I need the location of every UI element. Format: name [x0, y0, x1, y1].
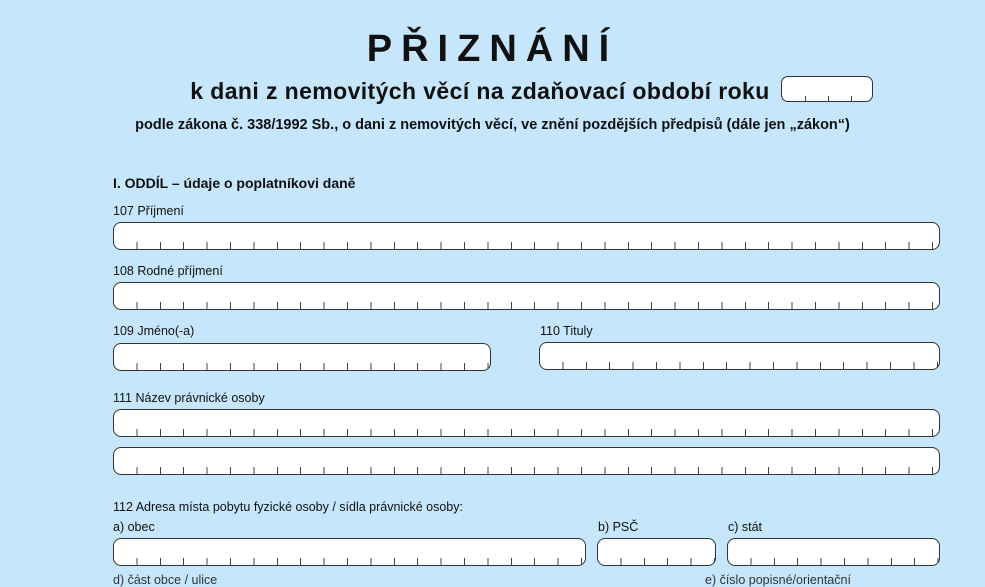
first-name-label: 109 Jméno(-a): [113, 324, 195, 338]
address-label: 112 Adresa místa pobytu fyzické osoby / sídla právnické osoby:: [113, 500, 463, 514]
house-number-label: e) číslo popisné/orientační: [705, 573, 851, 587]
titles-label: 110 Tituly: [540, 324, 593, 338]
postal-code-label: b) PSČ: [598, 520, 639, 534]
postal-code-field[interactable]: [597, 538, 716, 566]
company-name-label: 111 Název právnické osoby: [113, 391, 265, 405]
form-subtitle: k dani z nemovitých věcí na zdaňovací období roku: [190, 78, 770, 104]
surname-label: 107 Příjmení: [113, 204, 184, 218]
tax-year-field[interactable]: [781, 76, 873, 102]
first-name-field[interactable]: [113, 343, 491, 371]
birth-surname-field[interactable]: [113, 282, 940, 310]
municipality-label: a) obec: [113, 520, 155, 534]
street-label: d) část obce / ulice: [113, 573, 218, 587]
company-name-field-line2[interactable]: [113, 447, 940, 475]
municipality-field[interactable]: [113, 538, 586, 566]
surname-field[interactable]: [113, 222, 940, 250]
section-heading: I. ODDÍL – údaje o poplatníkovi daně: [113, 175, 356, 191]
birth-surname-label: 108 Rodné příjmení: [113, 264, 223, 278]
company-name-field-line1[interactable]: [113, 409, 940, 437]
law-reference: podle zákona č. 338/1992 Sb., o dani z nemovitých věcí, ve znění pozdějších předpisů (dále jen „zákon“): [135, 117, 850, 133]
country-label: c) stát: [728, 520, 763, 534]
form-title: PŘIZNÁNÍ: [366, 28, 619, 70]
titles-field[interactable]: [539, 342, 940, 370]
country-field[interactable]: [727, 538, 940, 566]
